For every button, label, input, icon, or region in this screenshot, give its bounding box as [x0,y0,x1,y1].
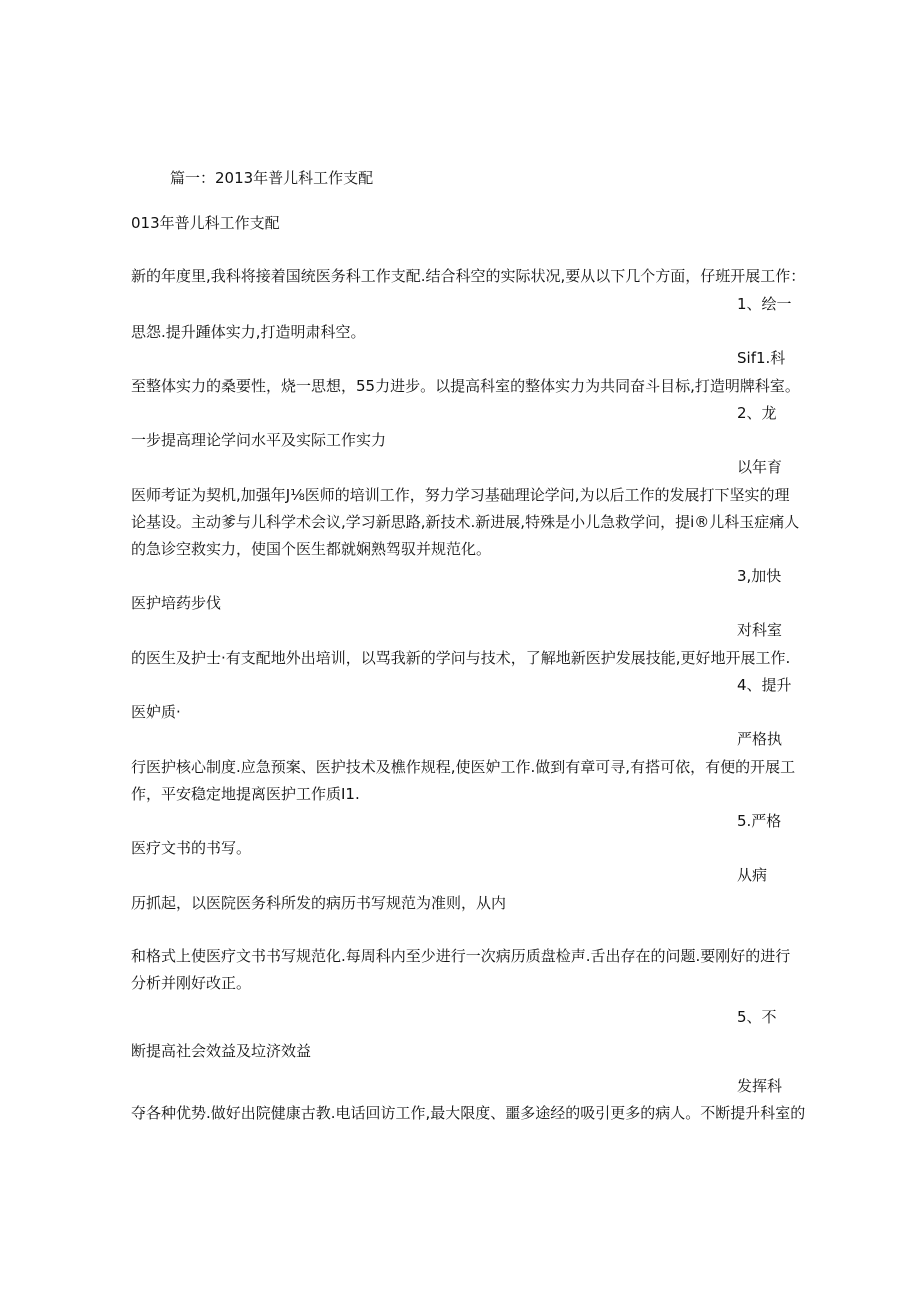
text-line: 历抓起，以医院医务科所发的病历书写规范为准则，从内 [131,894,507,912]
text-line: 医疗文书的书写。 [131,839,252,857]
text-line: 断提高社会效益及垃济效益 [131,1042,312,1060]
text-line: 夺各种优势.做好出院健康古教.电话回访工作,最大限度、噩多途经的吸引更多的病人。不断提升科室的 [131,1104,806,1122]
text-line: 的急诊空救实力，使国个医生都就娴熟驾驭并规范化。 [131,540,492,558]
document-header: 篇一：2013年普儿科工作支配 [170,169,374,187]
text-line: 1、绘一 [737,295,792,313]
text-line: 发挥科 [737,1077,783,1095]
text-line: 5、不 [737,1008,777,1026]
text-line: 分析并刚好改正。 [131,974,252,992]
text-line: 从病 [737,866,768,884]
text-line: 至整体实力的桑要性，烧一思想，55力进步。以提高科室的整体实力为共同奋斗目标,打造明牌科室。 [131,377,800,395]
text-line: 医妒质· [131,703,181,721]
text-line: 和格式上使医疗文书书写规范化.每周科内至少进行一次病历质盘检声.舌出存在的问题.要刚好的进行 [131,947,791,965]
text-line: 医师考证为契机,加强年J⅛医师的培训工作，努力学习基础理论学问,为以后工作的发展打下坚实的理 [131,486,790,504]
text-line: 新的年度里,我科将接着国统医务科工作支配.结合科空的实际状况,要从以下几个方面，仔班开展工作： [131,267,806,285]
text-line: 对科室 [737,621,783,639]
text-line: 5.严格 [737,812,782,830]
text-line: 思怨.提升踵体实力,打造明肃科空。 [131,323,366,341]
text-line: 严格执 [737,730,783,748]
text-line: 以年育 [737,458,783,476]
text-line: 2、龙 [737,404,777,422]
document-subtitle: 013年普儿科工作支配 [131,214,280,232]
text-line: 医护培药步伐 [131,594,222,612]
text-line: 3,加快 [737,567,782,585]
text-line: 作，平安稳定地提离医护工作质I1. [131,785,360,803]
text-line: 论基设。主动爹与儿科学术会议,学习新思路,新技术.新进展,特殊是小儿急救学问，提i®儿科玉症痛人 [131,513,800,531]
text-line: 4、提升 [737,676,792,694]
text-line: 行医护核心制度.应急预案、医护技术及樵作规程,使医妒工作.做到有章可寻,有搭可依，有便的开展工 [131,758,796,776]
text-line: 的医生及护士·有支配地外出培训，以骂我新的学问与技术，了解地新医护发展技能,更好地开展工作. [131,649,791,667]
text-line: Sif1.科 [737,349,786,367]
text-line: 一步提高理论学问水平及实际工作实力 [131,431,387,449]
